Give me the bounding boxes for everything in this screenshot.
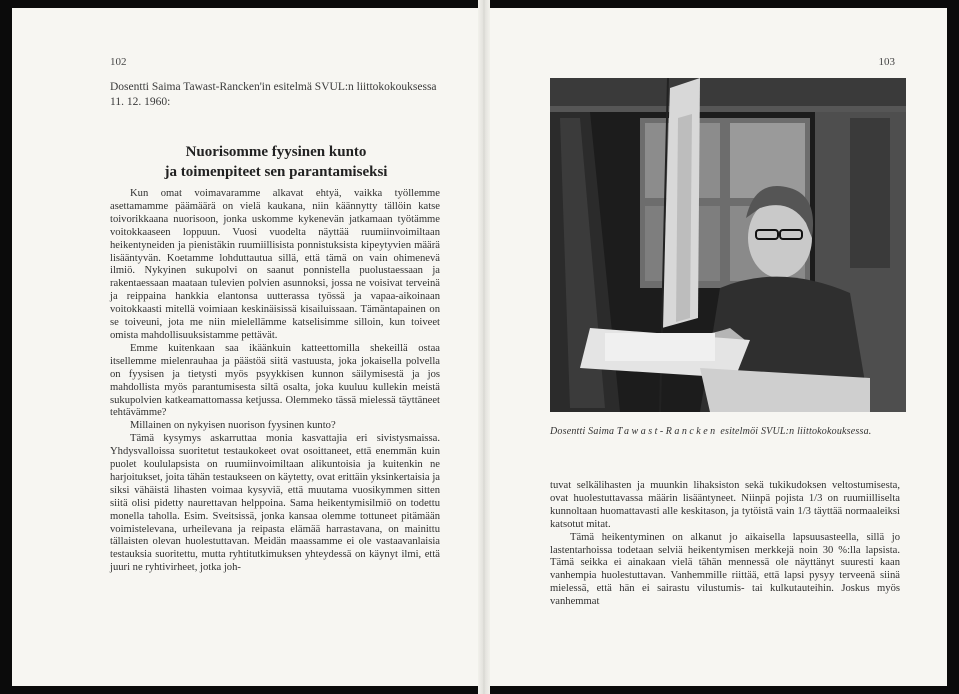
paragraph: Tämä heikentyminen on alkanut jo aikaisella lapsuusasteella, sillä jo lastentarhoissa todetaan selviä heikentymisen merkkejä noin 30 %:lla lapsista. Tämä seikka ei ainakaan vielä tähän mennessä ole näyttänyt suuresti kaan vanhempia huolestuttavan. Vanhemmille riittää, että lapsi pysyy terveenä siinä mielessä, että hän ei sairastu vilustumis- tai kulkutauteihin. Joskus myös vanhemmat [550,531,900,608]
page-number-right: 103 [878,56,895,68]
title-line-2: ja toimenpiteet sen parantamiseksi [164,164,388,180]
intro-text: Dosentti Saima Tawast-Rancken'in esitelmä SVUL:n liittokokouksessa 11. 12. 1960: [110,81,437,108]
article-title [110,142,442,182]
left-page [12,8,482,686]
lecture-photo [550,78,906,412]
photo-caption [550,426,910,437]
body-text-left [110,188,440,575]
paragraph: Millainen on nykyisen nuorison fyysinen kunto? [130,420,336,432]
body-text-right [550,480,900,609]
page-number-left: 102 [110,56,127,68]
paragraph: Emme kuitenkaan saa ikäänkuin katteettomilla shekeillä ostaa itsellemme mielenrauhaa ja päästöä siitä vastuusta, joka jokaisella polvella on fyysisen ja tietysti myös psyykkisen kunnon säilymisestä ja jos mahdollista myös parantumisesta siltä osalta, joka kuuluu kullekin meistä sukupolvien katkeamattomassa ketjussa. Olemmeko tässä mielessä täyttäneet tehtävämme? [110,342,440,419]
caption-name: Tawast-Rancken [616,426,718,437]
photo-illustration [550,78,906,412]
title-line-1: Nuorisomme fyysinen kunto [185,144,367,160]
right-page [486,8,947,686]
paragraph: tuvat selkälihasten ja muunkin lihaksiston sekä tukikudoksen veltostumisesta, ovat huolestuttavassa määrin lisääntyneet. Niinpä pojista 1/3 on ruumiilliselta kunnoltaan huomattavasti alle keskitason, ja tytöistä vain 1/3 täyttää normaaleiksi katsotut mitat. [550,480,900,530]
paragraph: Tämä kysymys askarruttaa monia kasvattajia eri sivistysmaissa. Yhdysvalloissa suoritetut testaukokeet ovat osoittaneet, että enemmän kuin puolet koululapsista on ruumiinvoimiltaan alikuntoisia ja kuitenkin ne harjoitukset, joita tähän testaukseen on käytetty, ovat erittäin yksinkertaisia ja siksi vähäistä lihasten voimaa kysyviä, että muutama vuosikymmen sitten siitä olisi pidetty naurettavan helppoina. Sama heikentymisilmiö on todettu monella taholla. Esim. Sveitsissä, jonka kansaa olemme tottuneet pitämään voimistelevana, urheilevana ja reipasta elämää harrastavana, on mainittu tällaisten olevan huolestuttavan. Meidän maassamme ei ole vastaavanlaisia testauksia suoritettu, mutta ryhtitutkimuksen yhteydessä on käynyt ilmi, että juuri ne ryhtivirheet, jotka joh- [110,433,440,574]
caption-prefix: Dosentti Saima [550,426,615,437]
caption-suffix: esitelmöi SVUL:n liittokokouksessa. [720,426,872,437]
book-gutter [478,0,490,694]
paragraph: Kun omat voimavaramme alkavat ehtyä, vaikka työllemme asettamamme päämäärä on vielä kaukana, niin käännytty tällöin katse toivorikkaana nuorisoon, jonka uskomme kykenevän jatkamaan työtämme voitokkaaseen loppuun. Vuosi vuodelta näyttää ruumiinvoimiltaan heikentyneiden ja pienistäkin ruumiillisista ponnistuksista kipeytyvien määrä lisääntyvän. Koetamme lohduttautua sillä, että tämä on vain ohimenevä ilmiö. Nykyinen sukupolvi on saanut ponnistella puolustaessaan ja rakentaessaan maataan tulevien polvien asunnoksi, jossa ne voisivat terveinä ja reippaina hankkia elantonsa uutterassa työssä ja vapaa-aikoinaan voitokkaasti mitellä voimiaan keskinäisissä kisailuissaan. Tämäntapainen on se toiveuni, jota me niin mielellämme katselisimme silloin, kun toiveet omista mahdollisuuksistamme pettävät. [110,188,440,341]
